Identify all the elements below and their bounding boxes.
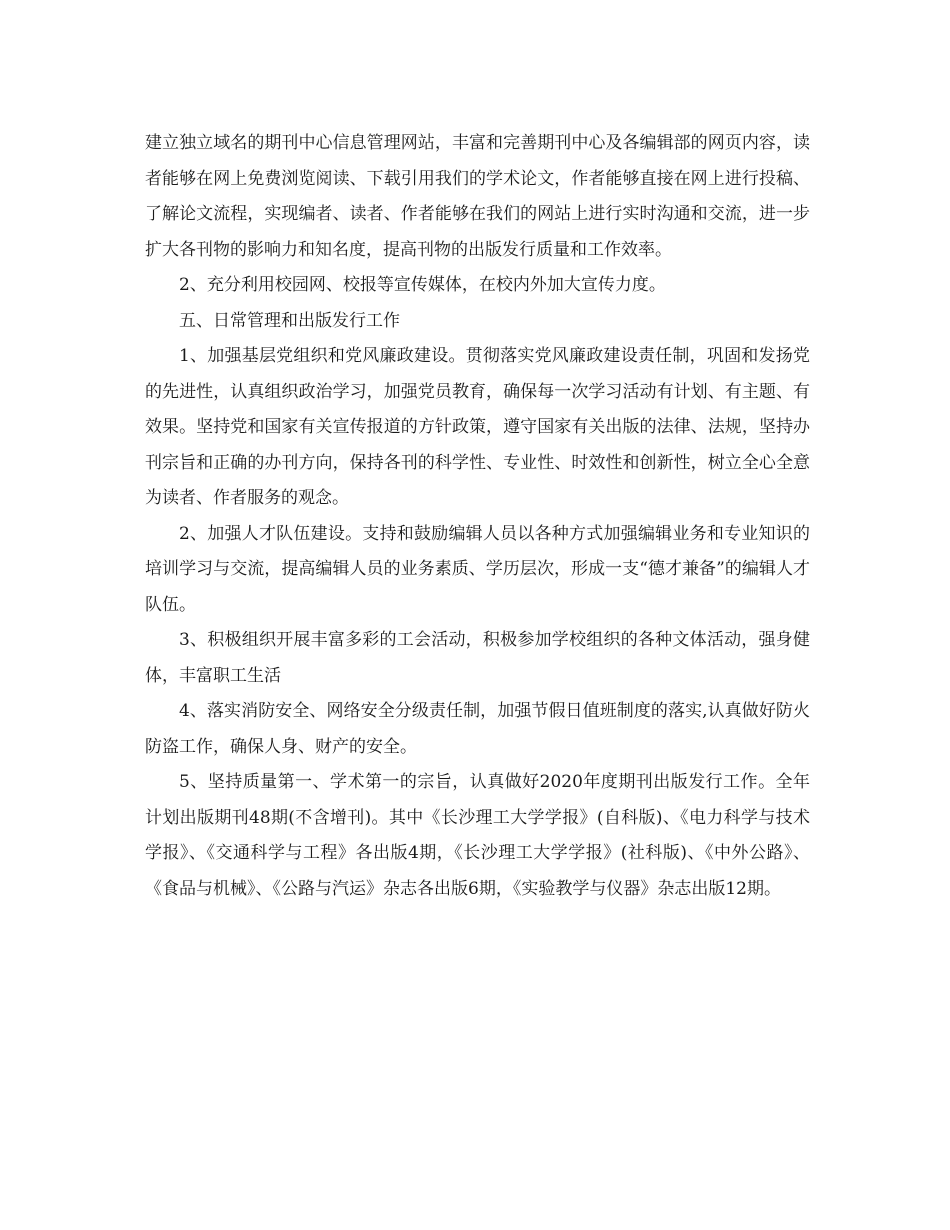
paragraph-safety: 4、落实消防安全、网络安全分级责任制，加强节假日值班制度的落实,认真做好防火防盗工作，确保人身、财产的安全。 [145, 701, 810, 757]
paragraph-party-building: 1、加强基层党组织和党风廉政建设。贯彻落实党风廉政建设责任制，巩固和发扬党的先进性，认真组织政治学习，加强党员教育，确保每一次学习活动有计划、有主题、有效果。坚持党和国家有关宣传报道的方针政策，遵守国家有关出版的法律、法规，坚持办刊宗旨和正确的办刊方向，保持各刊的科学性、专业性、时效性和创新性，树立全心全意为读者、作者服务的观念。 [145, 346, 810, 508]
paragraph-talent: 2、加强人才队伍建设。支持和鼓励编辑人员以各种方式加强编辑业务和专业知识的培训学习与交流，提高编辑人员的业务素质、学历层次，形成一支“德才兼备”的编辑人才队伍。 [145, 523, 810, 615]
paragraph-website: 建立独立域名的期刊中心信息管理网站，丰富和完善期刊中心及各编辑部的网页内容，读者能够在网上免费浏览阅读、下载引用我们的学术论文，作者能够直接在网上进行投稿、了解论文流程，实现编者、读者、作者能够在我们的网站上进行实时沟通和交流，进一步扩大各刊物的影响力和知名度，提高刊物的出版发行质量和工作效率。 [145, 133, 810, 260]
paragraph-union: 3、积极组织开展丰富多彩的工会活动，积极参加学校组织的各种文体活动，强身健体，丰富职工生活 [145, 630, 810, 686]
section-heading-five: 五、日常管理和出版发行工作 [179, 310, 400, 331]
paragraph-publicity: 2、充分利用校园网、校报等宣传媒体，在校内外加大宣传力度。 [179, 275, 666, 295]
paragraph-quality: 5、坚持质量第一、学术第一的宗旨，认真做好2020年度期刊出版发行工作。全年计划出版期刊48期(不含增刊)。其中《长沙理工大学学报》(自科版)、《电力科学与技术学报》、《交通科学与工程》各出版4期，《长沙理工大学学报》(社科版)、《中外公路》、《食品与机械》、《公路与汽运》杂志各出版6期，《实验教学与仪器》杂志出版12期。 [145, 772, 810, 899]
document-body [145, 126, 810, 907]
